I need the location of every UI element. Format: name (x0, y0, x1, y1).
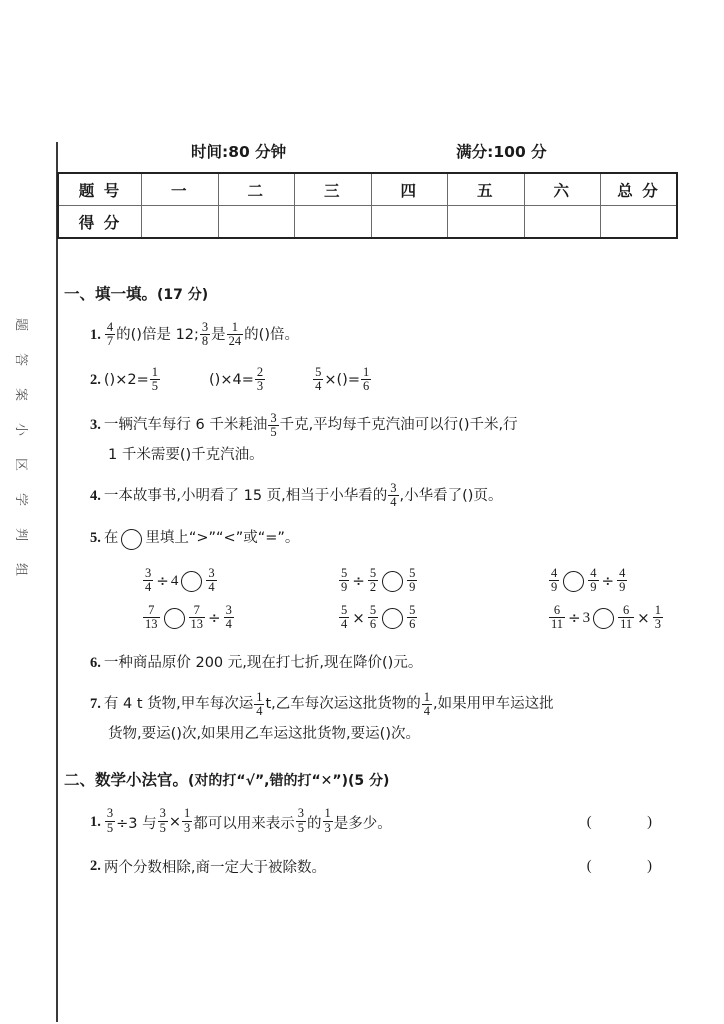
operator: ÷ (601, 572, 615, 591)
col-header-6: 六 (524, 173, 601, 206)
score-cell-total[interactable] (601, 206, 678, 239)
question-4-text-2: ,小华看了( (399, 488, 468, 505)
col-header-1: 一 (142, 173, 219, 206)
comparison-item (338, 602, 548, 632)
operator: × (352, 609, 365, 628)
question-2-text-a: )×2= (109, 372, 149, 389)
question-1-text-4: 的( (244, 326, 265, 343)
col-header-4: 四 (371, 173, 448, 206)
question-2-paren-a: ( (103, 372, 110, 389)
question-3-number: 3. (90, 417, 101, 434)
number: 4 (170, 572, 179, 589)
question-7-line2 (56, 725, 696, 745)
fraction-denominator: 13 (145, 616, 158, 631)
fraction-2-3 (255, 366, 265, 393)
fraction (549, 604, 565, 631)
fraction-numerator: 4 (106, 320, 114, 334)
score-cell-5[interactable] (448, 206, 525, 239)
exam-meta-line (56, 140, 686, 162)
section-2-title: 二、数学小法官。 (64, 771, 189, 790)
fraction-numerator: 5 (341, 602, 348, 617)
fraction-3-5-c (296, 807, 306, 834)
exam-content (56, 282, 696, 885)
question-5-text-2: 里填上“>”“<”或“=”。 (145, 530, 300, 547)
margin-char: 案 (13, 387, 29, 402)
question-1-text-3: 是 (211, 326, 226, 343)
question-7-text-5: )次,如果用乙车运这批货物,要运( (176, 725, 386, 742)
fraction (588, 567, 598, 594)
fraction-numerator: 5 (341, 565, 348, 580)
question-6-text-2: )元。 (387, 655, 423, 672)
section-heading-1 (64, 282, 696, 304)
score-cell-6[interactable] (524, 206, 601, 239)
truefalse-1-body (90, 808, 392, 835)
comparison-circle[interactable] (181, 571, 202, 592)
question-3 (56, 410, 696, 440)
question-2-paren-b: ( (208, 372, 215, 389)
fraction-denominator: 4 (341, 616, 348, 631)
margin-char: 答 (13, 352, 29, 367)
fraction-1-4 (254, 691, 264, 718)
question-7 (56, 689, 696, 719)
score-cell-4[interactable] (371, 206, 448, 239)
truefalse-1-number: 1. (90, 813, 101, 830)
question-5-text-1: 在 (103, 530, 119, 547)
fraction (143, 604, 160, 631)
truefalse-1-answer-box[interactable]: ( ) (586, 813, 678, 830)
row-header-question-no: 题 号 (58, 173, 142, 206)
score-cell-2[interactable] (218, 206, 295, 239)
fraction-denominator: 4 (208, 579, 215, 594)
fraction-denominator: 5 (151, 379, 158, 394)
fraction-denominator: 3 (256, 379, 264, 394)
fraction-3-5 (105, 807, 115, 834)
fraction-1-3-b (323, 807, 333, 834)
score-cell-1[interactable] (142, 206, 219, 239)
fraction-3-5 (268, 412, 278, 439)
fraction-numerator: 3 (297, 806, 305, 821)
question-3-text-3: )千米,行 (463, 417, 518, 434)
question-6-number: 6. (90, 655, 101, 672)
fraction (617, 567, 627, 594)
comparison-row-2 (56, 602, 696, 632)
score-table (57, 172, 678, 239)
truefalse-1-text-c: 都可以用来表示 (193, 815, 295, 832)
comparison-row-1 (56, 565, 696, 595)
fraction-denominator: 7 (106, 334, 114, 349)
question-7-text-2: t,乙车每次运这批货物的 (265, 696, 421, 713)
operator: ÷ (156, 572, 169, 591)
truefalse-2-number: 2. (90, 857, 101, 874)
section-1-points: (17 分) (157, 287, 209, 303)
fraction-denominator: 8 (201, 334, 209, 349)
question-7-text-3: ,如果用甲车运这批 (433, 696, 554, 713)
fraction-numerator: 3 (225, 602, 232, 617)
question-7-text-1: 有 4 t 货物,甲车每次运 (103, 696, 254, 713)
fraction-numerator: 5 (369, 602, 377, 617)
fraction-denominator: 11 (620, 616, 633, 631)
fraction-numerator: 2 (256, 365, 264, 380)
fraction-numerator: 4 (619, 565, 626, 580)
question-5-number: 5. (90, 530, 101, 547)
fraction-denominator: 3 (184, 820, 191, 835)
fraction-3-4 (388, 482, 398, 509)
fraction-denominator: 11 (551, 616, 564, 631)
fraction-3-8 (200, 321, 210, 348)
question-4-text-3: )页。 (467, 488, 503, 505)
fraction-4-7 (105, 321, 115, 348)
fraction-1-4-b (422, 691, 432, 718)
question-1-text-1: 的( (116, 326, 137, 343)
fraction-numerator: 3 (390, 481, 397, 496)
fraction-denominator: 5 (159, 820, 166, 835)
comparison-circle[interactable] (164, 608, 185, 629)
fraction-denominator: 6 (362, 379, 370, 394)
fraction (143, 567, 153, 594)
question-7-number: 7. (90, 696, 101, 713)
comparison-item (142, 565, 338, 595)
comparison-item (142, 602, 338, 632)
truefalse-1-text-e: 是多少。 (333, 815, 392, 832)
truefalse-question-1 (56, 808, 696, 835)
fraction-denominator: 24 (228, 334, 242, 349)
exam-total-score: 满分:100 分 (456, 143, 547, 161)
question-7-text-6: )次。 (385, 725, 420, 742)
fraction-denominator: 5 (297, 820, 305, 835)
fraction-numerator: 5 (369, 565, 377, 580)
fraction-denominator: 3 (324, 820, 331, 835)
fraction-numerator: 3 (270, 410, 277, 425)
fraction-numerator: 6 (623, 602, 630, 617)
comparison-circle[interactable] (382, 571, 403, 592)
table-row-scores (58, 206, 677, 239)
fraction (407, 604, 417, 631)
fraction (407, 567, 417, 594)
fraction-denominator: 9 (619, 579, 626, 594)
fraction-1-6 (361, 366, 371, 393)
comparison-circle[interactable] (563, 571, 584, 592)
fraction-numerator: 3 (159, 806, 166, 821)
fraction (206, 567, 216, 594)
fraction-numerator: 5 (315, 365, 322, 380)
margin-char: 组 (13, 562, 29, 577)
fraction-numerator: 7 (148, 602, 155, 617)
fraction-numerator: 6 (553, 602, 561, 617)
question-1-text-2: )倍是 12; (136, 326, 199, 343)
section-1-title: 一、填一填。 (64, 285, 158, 303)
fraction-1-24 (227, 321, 244, 348)
fraction-numerator: 3 (208, 565, 215, 580)
fraction (549, 567, 559, 594)
fraction (189, 604, 206, 631)
truefalse-1-text-d: 的 (307, 815, 322, 832)
comparison-circle[interactable] (121, 529, 142, 550)
fraction-numerator: 1 (362, 365, 370, 380)
truefalse-question-2 (56, 856, 696, 877)
fraction (339, 604, 349, 631)
question-3-line2 (56, 446, 696, 466)
question-4-number: 4. (90, 488, 101, 505)
fraction-numerator: 4 (590, 565, 597, 580)
truefalse-2-body (90, 856, 326, 877)
fraction-denominator: 4 (315, 379, 322, 394)
comparison-circle[interactable] (382, 608, 403, 629)
fraction-numerator: 1 (151, 365, 158, 380)
fraction-denominator: 4 (390, 495, 397, 510)
fraction-5-4 (313, 366, 323, 393)
fraction-denominator: 9 (341, 579, 348, 594)
question-2-text-c2: )= (342, 372, 360, 389)
truefalse-2-text: 两个分数相除,商一定大于被除数。 (103, 859, 326, 876)
fraction-denominator: 5 (106, 820, 114, 835)
operator: ÷ (568, 609, 581, 628)
fraction-numerator: 5 (409, 602, 416, 617)
fraction-denominator: 9 (551, 579, 558, 594)
fraction-denominator: 9 (409, 579, 416, 594)
col-header-3: 三 (295, 173, 372, 206)
question-2-text-c: ×( (324, 372, 343, 389)
fraction-numerator: 1 (423, 689, 431, 704)
comparison-item (548, 565, 628, 595)
col-header-5: 五 (448, 173, 525, 206)
fraction-denominator: 5 (270, 424, 277, 439)
table-row-headers (58, 173, 677, 206)
question-3-text-4: 1 千米需要( (108, 446, 186, 463)
comparison-item (548, 602, 664, 632)
question-5 (56, 529, 696, 550)
fraction-denominator: 4 (145, 579, 152, 594)
question-1 (56, 322, 696, 349)
margin-char: 判 (13, 527, 29, 542)
truefalse-2-answer-box[interactable]: ( ) (586, 857, 678, 874)
operator: ÷ (208, 609, 221, 628)
fraction-numerator: 1 (184, 806, 191, 821)
comparison-circle[interactable] (593, 608, 614, 629)
question-2 (56, 367, 696, 394)
fraction-numerator: 1 (256, 689, 263, 704)
fraction-3-5-b (158, 807, 168, 834)
fraction-numerator: 3 (145, 565, 152, 580)
col-header-total: 总 分 (601, 173, 678, 206)
fraction-numerator: 1 (324, 806, 331, 821)
fraction-denominator: 4 (423, 703, 431, 718)
fraction (368, 567, 378, 594)
col-header-2: 二 (218, 173, 295, 206)
exam-time-limit: 时间:80 分钟 (191, 143, 287, 161)
fraction-numerator: 5 (409, 565, 416, 580)
question-1-number: 1. (90, 326, 101, 343)
fraction-denominator: 9 (590, 579, 597, 594)
fraction-numerator: 1 (231, 320, 239, 334)
score-cell-3[interactable] (295, 206, 372, 239)
fraction-denominator: 4 (225, 616, 232, 631)
fraction-1-3 (182, 807, 192, 834)
operator: × (637, 609, 650, 628)
truefalse-1-text-b: × (168, 814, 182, 831)
question-2-text-b: )×4= (214, 372, 254, 389)
margin-char: 题 (13, 317, 29, 332)
margin-char: 学 (13, 492, 29, 507)
truefalse-1-text-a: ÷3 与 (116, 815, 157, 832)
fraction (368, 604, 378, 631)
fraction-numerator: 7 (193, 602, 200, 617)
margin-char: 小 (13, 422, 29, 437)
fraction-1-5 (150, 366, 160, 393)
comparison-item (338, 565, 548, 595)
question-3-text-5: )千克汽油。 (185, 446, 264, 463)
fraction (618, 604, 634, 631)
question-7-text-4: 货物,要运( (108, 725, 177, 742)
section-heading-2 (64, 768, 696, 790)
fraction-denominator: 3 (654, 616, 661, 631)
section-2-points: (对的打“√”,错的打“✕”)(5 分) (188, 773, 390, 790)
margin-char: 区 (13, 457, 29, 472)
margin-vertical-note (4, 318, 38, 576)
question-3-text-1: 一辆汽车每行 6 千米耗油 (103, 417, 268, 434)
question-4 (56, 483, 696, 510)
fraction-numerator: 3 (106, 806, 114, 821)
fraction-denominator: 6 (409, 616, 416, 631)
question-4-text-1: 一本故事书,小明看了 15 页,相当于小华看的 (103, 488, 388, 505)
fraction-denominator: 13 (190, 616, 203, 631)
fraction (339, 567, 349, 594)
number: 3 (582, 609, 591, 626)
fraction-denominator: 4 (256, 703, 263, 718)
operator: ÷ (352, 572, 365, 591)
question-2-number: 2. (90, 372, 101, 389)
fraction-denominator: 2 (369, 579, 377, 594)
row-header-score: 得 分 (58, 206, 142, 239)
fraction-numerator: 3 (201, 320, 209, 334)
fraction-numerator: 1 (654, 602, 661, 617)
question-1-text-5: )倍。 (264, 326, 299, 343)
fraction (653, 604, 663, 631)
question-6-text-1: 一种商品原价 200 元,现在打七折,现在降价( (103, 655, 388, 672)
fraction-denominator: 6 (369, 616, 377, 631)
fraction-numerator: 4 (551, 565, 558, 580)
question-3-text-2: 千克,平均每千克汽油可以行( (279, 417, 464, 434)
question-6 (56, 654, 696, 674)
fraction (224, 604, 234, 631)
